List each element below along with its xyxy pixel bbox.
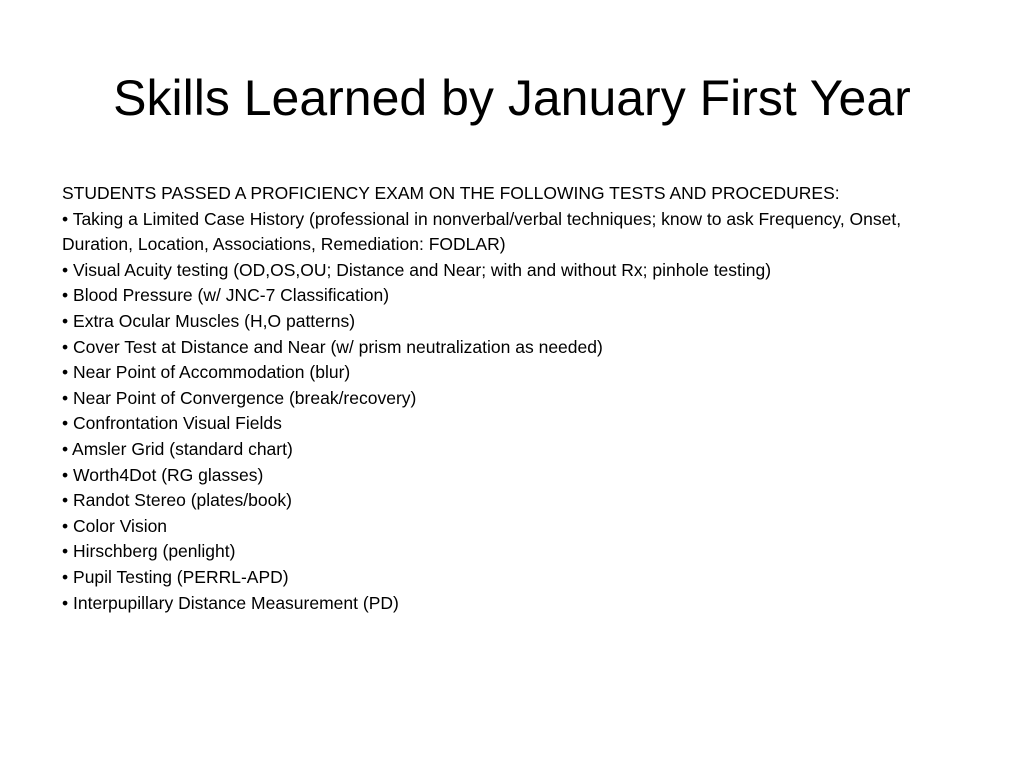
bullet-icon: • <box>62 285 69 306</box>
list-item <box>62 335 962 361</box>
bullet-icon: • <box>62 387 69 408</box>
list-item <box>62 514 962 540</box>
bullet-icon: • <box>62 310 69 331</box>
list-item <box>62 591 962 617</box>
bullet-icon: • <box>62 490 69 511</box>
list-item <box>62 488 962 514</box>
list-item-text: Blood Pressure (w/ JNC-7 Classification) <box>73 285 390 306</box>
list-item-text: Confrontation Visual Fields <box>73 413 282 434</box>
list-item-text: Near Point of Convergence (break/recovery) <box>73 387 417 408</box>
bullet-icon: • <box>62 592 69 613</box>
intro-text: STUDENTS PASSED A PROFICIENCY EXAM ON THE FOLLOWING TESTS AND PROCEDURES: <box>62 183 840 203</box>
list-item-text: Visual Acuity testing (OD,OS,OU; Distance and Near; with and without Rx; pinhole testing) <box>73 259 772 280</box>
bullet-icon: • <box>62 362 69 383</box>
list-item-text: Taking a Limited Case History (professional in nonverbal/verbal techniques; know to ask Frequency, Onset, Duration, Location, Associations, Remediation: FODLAR) <box>62 208 902 255</box>
bullet-icon: • <box>62 208 69 229</box>
list-item-text: Hirschberg (penlight) <box>73 541 236 562</box>
bullet-list <box>62 207 962 617</box>
list-item <box>62 539 962 565</box>
list-item <box>62 360 962 386</box>
list-item <box>62 258 962 284</box>
list-item <box>62 437 962 463</box>
bullet-icon: • <box>62 259 69 280</box>
list-item <box>62 309 962 335</box>
list-item <box>62 463 962 489</box>
bullet-icon: • <box>62 566 69 587</box>
list-item <box>62 283 962 309</box>
bullet-icon: • <box>62 464 69 485</box>
list-item-text: Amsler Grid (standard chart) <box>72 438 293 459</box>
list-item <box>62 207 962 258</box>
list-item-text: Near Point of Accommodation (blur) <box>73 362 351 383</box>
bullet-icon: • <box>62 336 69 357</box>
list-item <box>62 386 962 412</box>
list-item <box>62 565 962 591</box>
bullet-icon: • <box>62 515 69 536</box>
bullet-icon: • <box>62 541 69 562</box>
bullet-icon: • <box>62 438 69 459</box>
list-item <box>62 411 962 437</box>
list-item-text: Extra Ocular Muscles (H,O patterns) <box>73 310 356 331</box>
list-item-text: Worth4Dot (RG glasses) <box>73 464 264 485</box>
list-item-text: Color Vision <box>73 515 168 536</box>
slide-body <box>62 181 962 616</box>
list-item-text: Pupil Testing (PERRL-APD) <box>73 566 289 587</box>
slide-title: Skills Learned by January First Year <box>113 70 911 126</box>
list-item-text: Cover Test at Distance and Near (w/ prism neutralization as needed) <box>73 336 603 357</box>
list-item-text: Randot Stereo (plates/book) <box>73 490 292 511</box>
list-item-text: Interpupillary Distance Measurement (PD) <box>73 592 399 613</box>
bullet-icon: • <box>62 413 69 434</box>
